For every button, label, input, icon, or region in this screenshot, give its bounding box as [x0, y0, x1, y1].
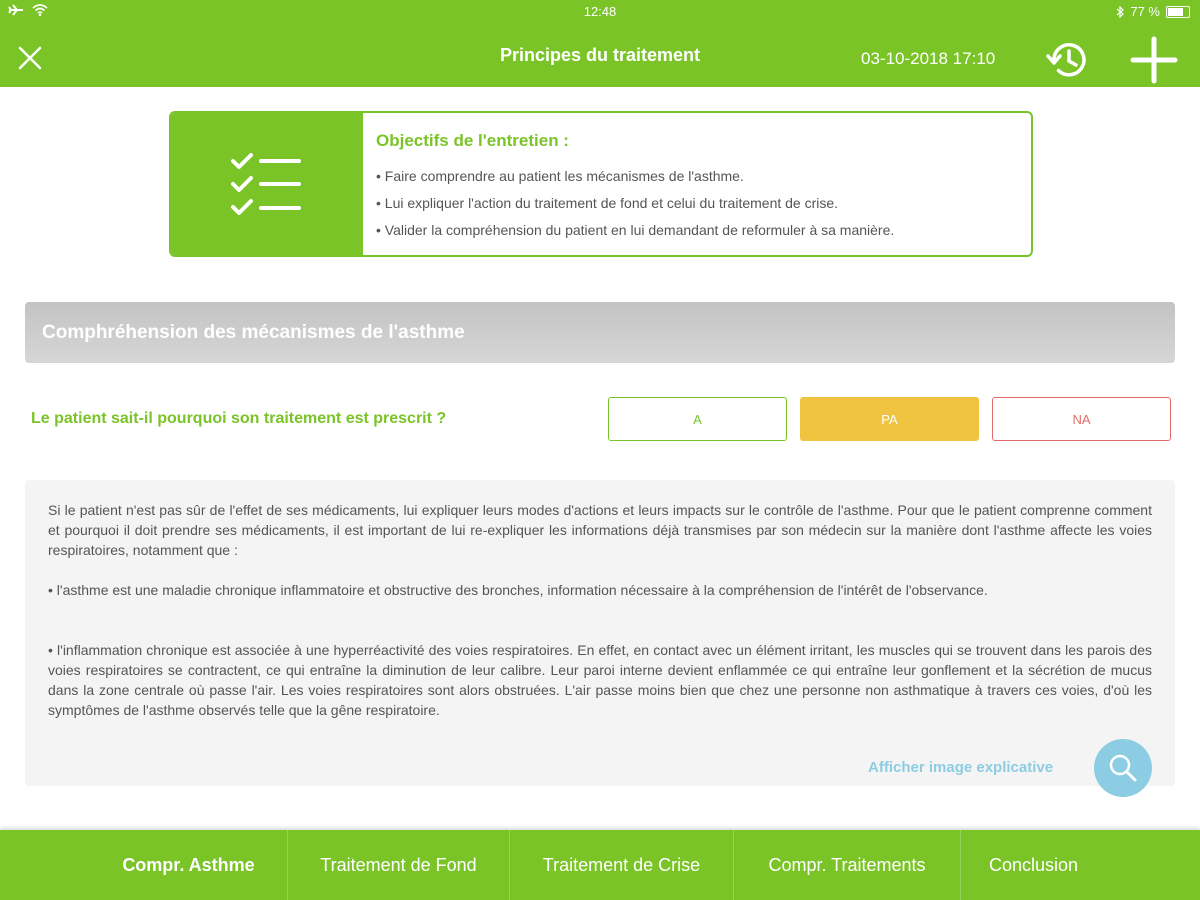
- add-button[interactable]: [1130, 36, 1178, 84]
- page-title: Principes du traitement: [499, 45, 701, 65]
- answer-na-button[interactable]: NA: [992, 397, 1171, 441]
- top-bar: [0, 0, 1200, 87]
- plus-icon: [1130, 36, 1178, 84]
- objectives-box: [169, 111, 1033, 257]
- bottom-tab-bar: [0, 830, 1200, 900]
- battery-percentage: 77 %: [1130, 4, 1160, 19]
- objectives-title: Objectifs de l'entretien :: [376, 131, 569, 150]
- explanation-paragraph: • l'asthme est une maladie chronique inflammatoire et obstructive des bronches, information nécessaire à la compréhension de l'intérêt de l'observance.: [48, 582, 988, 598]
- explanation-panel: [25, 480, 1175, 786]
- session-datetime: 03-10-2018 17:10: [861, 49, 996, 68]
- battery-icon: [1166, 6, 1190, 18]
- tab-conclusion[interactable]: Conclusion: [960, 830, 1200, 900]
- answer-a-button[interactable]: A: [608, 397, 787, 441]
- tab-compr-traitements[interactable]: Compr. Traitements: [733, 830, 960, 900]
- answer-pa-button[interactable]: PA: [800, 397, 979, 441]
- tab-compr-asthme[interactable]: Compr. Asthme: [122, 854, 255, 875]
- show-image-link[interactable]: Afficher image explicative: [868, 759, 1054, 776]
- tab-traitement-de-fond[interactable]: Traitement de Fond: [287, 830, 509, 900]
- zoom-button[interactable]: [1094, 739, 1152, 797]
- explanation-paragraph: • l'inflammation chronique est associée à une hyperréactivité des voies respiratoires. En effet, en contact avec un élément irritant, les muscles qui se trouvent dans les parois des voies respiratoires se contractent, ce qui entraîne la diminution de leur calibre. Leur paroi interne devient enflammée ce qui entraîne leur gonflement et la sécrétion de mucus dans la zone centrale où passe l'air. Les voies respiratoires sont alors obstruées. L'air passe moins bien que chez une personne non asthmatique à travers ces voies, d'où les symptômes de l'asthme observés telle que la gêne respiratoire.: [48, 642, 1152, 718]
- status-time: 12:48: [583, 4, 617, 19]
- tab-traitement-de-crise[interactable]: Traitement de Crise: [509, 830, 733, 900]
- objectives-icon-panel: [171, 113, 363, 255]
- objectives-list: [376, 163, 894, 244]
- question-text: Le patient sait-il pourquoi son traitement est prescrit ?: [31, 410, 447, 427]
- search-icon: [1108, 753, 1138, 783]
- history-button[interactable]: [1045, 36, 1093, 84]
- objective-item: • Valider la compréhension du patient en lui demandant de reformuler à sa manière.: [376, 222, 895, 238]
- explanation-paragraph: Si le patient n'est pas sûr de l'effet de ses médicaments, lui expliquer leurs modes d'actions et leurs impacts sur le contrôle de l'asthme. Pour que le patient comprenne comment et pourquoi il doit prendre ses médicaments, il est important de lui re-expliquer les informations déjà transmises par son médecin sur la manière dont l'asthme affecte les voies respiratoires, notamment que :: [48, 502, 1152, 558]
- bluetooth-icon: [1116, 6, 1124, 18]
- section-header: [25, 302, 1175, 363]
- section-title: Comphréhension des mécanismes de l'asthme: [42, 322, 465, 343]
- status-right: [1116, 4, 1190, 20]
- objective-item: • Lui expliquer l'action du traitement de fond et celui du traitement de crise.: [376, 195, 839, 211]
- objective-item: • Faire comprendre au patient les mécanismes de l'asthme.: [376, 168, 744, 184]
- history-icon: [1045, 36, 1093, 84]
- battery-fill: [1168, 8, 1183, 16]
- checklist-icon: [229, 151, 303, 217]
